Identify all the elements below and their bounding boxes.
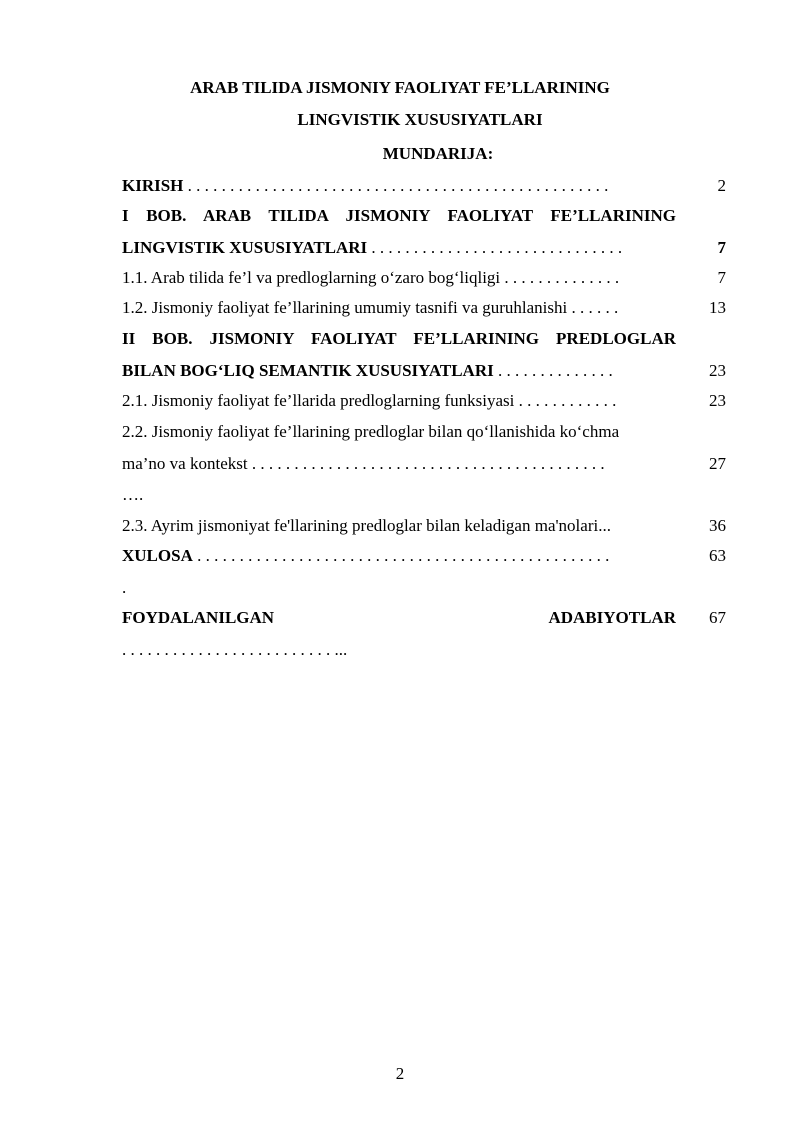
toc-entry-2-2-line1[interactable]: 2.2. Jismoniy faoliyat fe’llarining predloglar bilan qo‘llanishida ko‘chma — [122, 422, 620, 441]
toc-entry-1-1[interactable] — [122, 267, 676, 289]
toc-entry-xulosa[interactable] — [122, 545, 676, 567]
toc-page-2-2: 27 — [709, 454, 726, 473]
toc-entry-2-2-trail: …. — [122, 485, 144, 504]
leader-dots: . . . . . . . . . . . . . . . . . . . . . . . . . . . . . . . . . . . . . . . . . . — [247, 454, 605, 473]
toc-entry-2-1[interactable] — [122, 390, 676, 412]
toc-page-xulosa: 63 — [709, 546, 726, 565]
toc-entry-label: 2.1. Jismoniy faoliyat fe’llarida predloglarning funksiyasi — [122, 391, 515, 410]
toc-entry-label: XULOSA — [122, 546, 193, 565]
leader-dots: . . . . . . . . . . . . . . — [493, 361, 613, 380]
toc-entry-bob2-line2[interactable] — [122, 360, 676, 382]
leader-dots: . . . . . . . . . . . . . . . . . . . . . . . . . . . . . . . . . . . . . . . . . . . . . . . . . . — [183, 176, 609, 195]
toc-entry-label: KIRISH — [122, 176, 184, 195]
toc-entry-label: 1.2. Jismoniy faoliyat fe’llarining umumiy tasnifi va guruhlanishi — [122, 298, 568, 317]
toc-entry-adabiyotlar[interactable] — [122, 607, 676, 629]
toc-entry-1-2[interactable] — [122, 297, 676, 319]
toc-entry-label: 1.1. Arab tilida fe’l va predloglarning o‘zaro bog‘liqligi — [122, 268, 501, 287]
toc-entry-kirish[interactable] — [122, 175, 676, 197]
toc-page-bob2: 23 — [709, 361, 726, 380]
toc-entry-label-word2: ADABIYOTLAR — [548, 608, 676, 627]
toc-page-2-3: 36 — [709, 516, 726, 535]
leader-dots: . . . . . . . . . . . . . . . . . . . . . . . . . . . . . . . . . . . . . . . . . . . . . . . . . — [192, 546, 610, 565]
toc-entry-bob1-line2[interactable] — [122, 237, 676, 259]
toc-entry-xulosa-trail: . — [122, 578, 127, 597]
document-title-line2: LINGVISTIK XUSUSIYATLARI — [297, 110, 543, 129]
leader-dots: . . . . . . . . . . . . . . — [500, 268, 620, 287]
leader-dots: . . . . . . — [567, 298, 619, 317]
toc-entry-adabiyotlar-trail: . . . . . . . . . . . . . . . . . . . . . . . . . ... — [122, 640, 348, 659]
toc-entry-label-word1: FOYDALANILGAN — [122, 608, 275, 627]
toc-entry-label: 2.3. Ayrim jismoniyat fe'llarining predloglar bilan keladigan ma'nolari... — [122, 516, 611, 535]
leader-dots: . . . . . . . . . . . . . . . . . . . . . . . . . . . . . . — [367, 238, 623, 257]
toc-page-2-1: 23 — [709, 391, 726, 410]
page-number: 2 — [395, 1064, 405, 1083]
toc-entry-bob2-line1[interactable]: II BOB. JISMONIY FAOLIYAT FE’LLARINING PREDLOGLAR — [122, 329, 676, 348]
toc-entry-label: ma’no va kontekst — [122, 454, 248, 473]
toc-entry-label: BILAN BOG‘LIQ SEMANTIK XUSUSIYATLARI — [122, 361, 494, 380]
leader-dots: . . . . . . . . . . . . — [514, 391, 617, 410]
toc-page-1-1: 7 — [717, 268, 726, 287]
toc-entry-bob1-line1[interactable]: I BOB. ARAB TILIDA JISMONIY FAOLIYAT FE’LLARINING — [122, 206, 676, 225]
toc-page-adabiyotlar: 67 — [709, 608, 726, 627]
toc-page-bob1: 7 — [717, 238, 726, 257]
document-title-line1: ARAB TILIDA JISMONIY FAOLIYAT FE’LLARINING — [190, 78, 610, 97]
toc-entry-label: LINGVISTIK XUSUSIYATLARI — [122, 238, 368, 257]
toc-entry-2-2-line2[interactable] — [122, 453, 676, 475]
toc-entry-2-3[interactable] — [122, 515, 676, 537]
contents-heading: MUNDARIJA: — [382, 144, 494, 163]
toc-page-1-2: 13 — [709, 298, 726, 317]
toc-page-kirish: 2 — [717, 176, 726, 195]
